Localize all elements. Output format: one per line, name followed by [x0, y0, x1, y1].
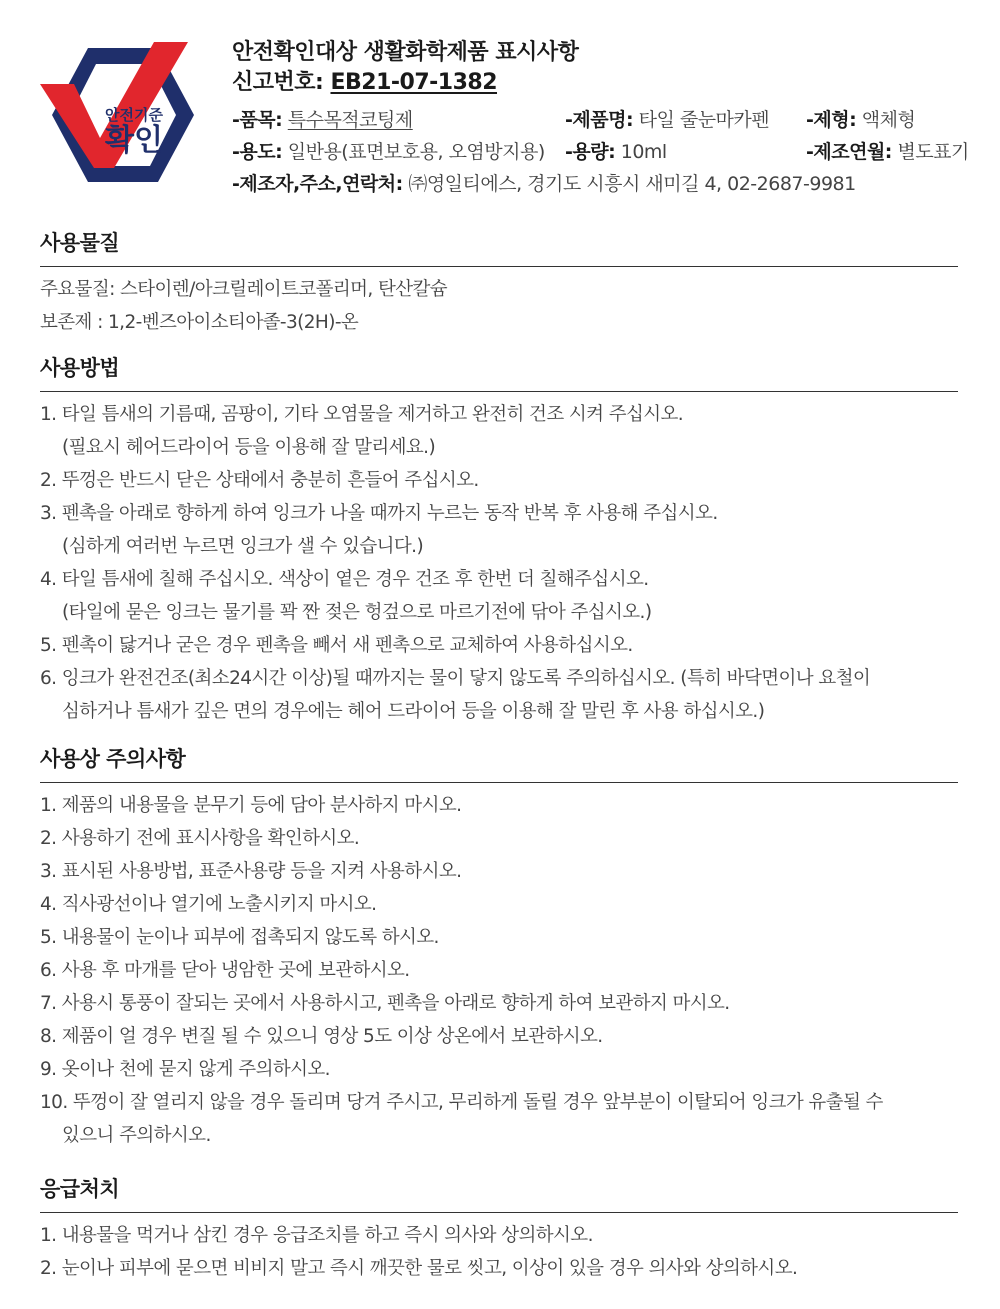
product-name-field [565, 104, 769, 136]
volume-field [565, 136, 667, 168]
usage-line: (심하게 여러번 누르면 잉크가 샐 수 있습니다.) [62, 536, 424, 557]
section-materials-title: 사용물질 [40, 231, 120, 255]
item-value: 특수목적코팅제 [287, 109, 413, 131]
first-aid-line: 2. 눈이나 피부에 묻으면 비비지 말고 즉시 깨끗한 물로 씻고, 이상이 있을 경우 의사와 상의하시오. [40, 1258, 798, 1279]
section-cautions-title: 사용상 주의사항 [40, 747, 186, 771]
section-cautions [40, 744, 958, 1152]
info-row-1 [232, 104, 992, 136]
usage-line: 심하거나 틈새가 깊은 면의 경우에는 헤어 드라이어 등을 이용해 잘 말린 후 사용 하십시오.) [62, 701, 765, 722]
report-label: 신고번호: [232, 70, 324, 95]
materials-line: 주요물질: 스타이렌/아크릴레이트코폴리머, 탄산칼슘 [40, 279, 448, 300]
date-label: -제조연월: [806, 141, 892, 163]
usage-line: 4. 타일 틈새에 칠해 주십시오. 색상이 옅은 경우 건조 후 한번 더 칠해주십시오. [40, 569, 649, 590]
product-header [0, 0, 1000, 215]
caution-line: 7. 사용시 통풍이 잘되는 곳에서 사용하시고, 펜촉을 아래로 향하게 하여 보관하지 마시오. [40, 993, 730, 1014]
caution-line: 9. 옷이나 천에 묻지 않게 주의하시오. [40, 1059, 330, 1080]
item-field [232, 104, 413, 136]
section-materials [40, 228, 958, 339]
caution-line: 6. 사용 후 마개를 닫아 냉암한 곳에 보관하시오. [40, 960, 410, 981]
section-divider [40, 266, 958, 267]
usage-line: 1. 타일 틈새의 기름때, 곰팡이, 기타 오염물을 제거하고 완전히 건조 시켜 주십시오. [40, 404, 684, 425]
report-number: EB21-07-1382 [330, 70, 498, 95]
maker-value: ㈜영일티에스, 경기도 시흥시 새미길 4, 02-2687-9981 [408, 173, 856, 195]
section-usage-title: 사용방법 [40, 356, 120, 380]
usage-line: 3. 펜촉을 아래로 향하게 하여 잉크가 나올 때까지 누르는 동작 반복 후 사용해 주십시오. [40, 503, 718, 524]
maker-label: -제조자,주소,연락처: [232, 173, 403, 195]
caution-line: 10. 뚜껑이 잘 열리지 않을 경우 돌리며 당겨 주시고, 무리하게 돌릴 경우 앞부분이 이탈되어 잉크가 유출될 수 [40, 1092, 883, 1113]
use-value: 일반용(표면보호용, 오염방지용) [287, 141, 545, 163]
date-value: 별도표기 [897, 141, 969, 163]
report-number-line [232, 68, 992, 98]
section-usage [40, 353, 958, 728]
usage-line: (필요시 헤어드라이어 등을 이용해 잘 말리세요.) [62, 437, 436, 458]
usage-line: (타일에 묻은 잉크는 물기를 꽉 짠 젖은 헝겊으로 마르기전에 닦아 주십시오.) [62, 602, 652, 623]
product-name-value: 타일 줄눈마카펜 [638, 109, 770, 131]
form-value: 액체형 [861, 109, 916, 131]
section-divider [40, 782, 958, 783]
info-row-2 [232, 136, 992, 168]
use-label: -용도: [232, 141, 283, 163]
usage-line: 5. 펜촉이 닳거나 굳은 경우 펜촉을 빼서 새 펜촉으로 교체하여 사용하십시오. [40, 635, 633, 656]
use-field [232, 136, 545, 168]
form-label: -제형: [806, 109, 857, 131]
section-first-aid-title: 응급처치 [40, 1177, 120, 1201]
section-first-aid [40, 1174, 958, 1285]
first-aid-line: 1. 내용물을 먹거나 삼킨 경우 응급조치를 하고 즉시 의사와 상의하시오. [40, 1225, 593, 1246]
volume-value: 10ml [620, 141, 667, 163]
product-name-label: -제품명: [565, 109, 634, 131]
volume-label: -용량: [565, 141, 616, 163]
form-field [806, 104, 915, 136]
badge-line1: 안전기준 [105, 106, 163, 124]
label-title: 안전확인대상 생활화학제품 표시사항 [232, 40, 579, 65]
date-field [806, 136, 969, 168]
usage-line: 2. 뚜껑은 반드시 닫은 상태에서 충분히 흔들어 주십시오. [40, 470, 479, 491]
section-divider [40, 1212, 958, 1213]
caution-line: 1. 제품의 내용물을 분무기 등에 담아 분사하지 마시오. [40, 795, 462, 816]
caution-line: 2. 사용하기 전에 표시사항을 확인하시오. [40, 828, 360, 849]
header-text [232, 38, 992, 200]
materials-line: 보존제 : 1,2-벤즈아이소티아졸-3(2H)-온 [40, 312, 359, 333]
caution-line: 8. 제품이 얼 경우 변질 될 수 있으니 영상 5도 이상 상온에서 보관하시오. [40, 1026, 603, 1047]
caution-line: 3. 표시된 사용방법, 표준사용량 등을 지켜 사용하시오. [40, 861, 462, 882]
badge-line2: 확인 [105, 123, 163, 158]
caution-line: 4. 직사광선이나 열기에 노출시키지 마시오. [40, 894, 377, 915]
safety-check-badge-icon [38, 40, 198, 190]
caution-line: 5. 내용물이 눈이나 피부에 접촉되지 않도록 하시오. [40, 927, 439, 948]
item-label: -품목: [232, 109, 283, 131]
maker-field [232, 168, 856, 200]
info-row-3 [232, 168, 992, 200]
section-divider [40, 391, 958, 392]
usage-line: 6. 잉크가 완전건조(최소24시간 이상)될 때까지는 물이 닿지 않도록 주의하십시오. (특히 바닥면이나 요철이 [40, 668, 871, 689]
caution-line: 있으니 주의하시오. [62, 1125, 211, 1146]
